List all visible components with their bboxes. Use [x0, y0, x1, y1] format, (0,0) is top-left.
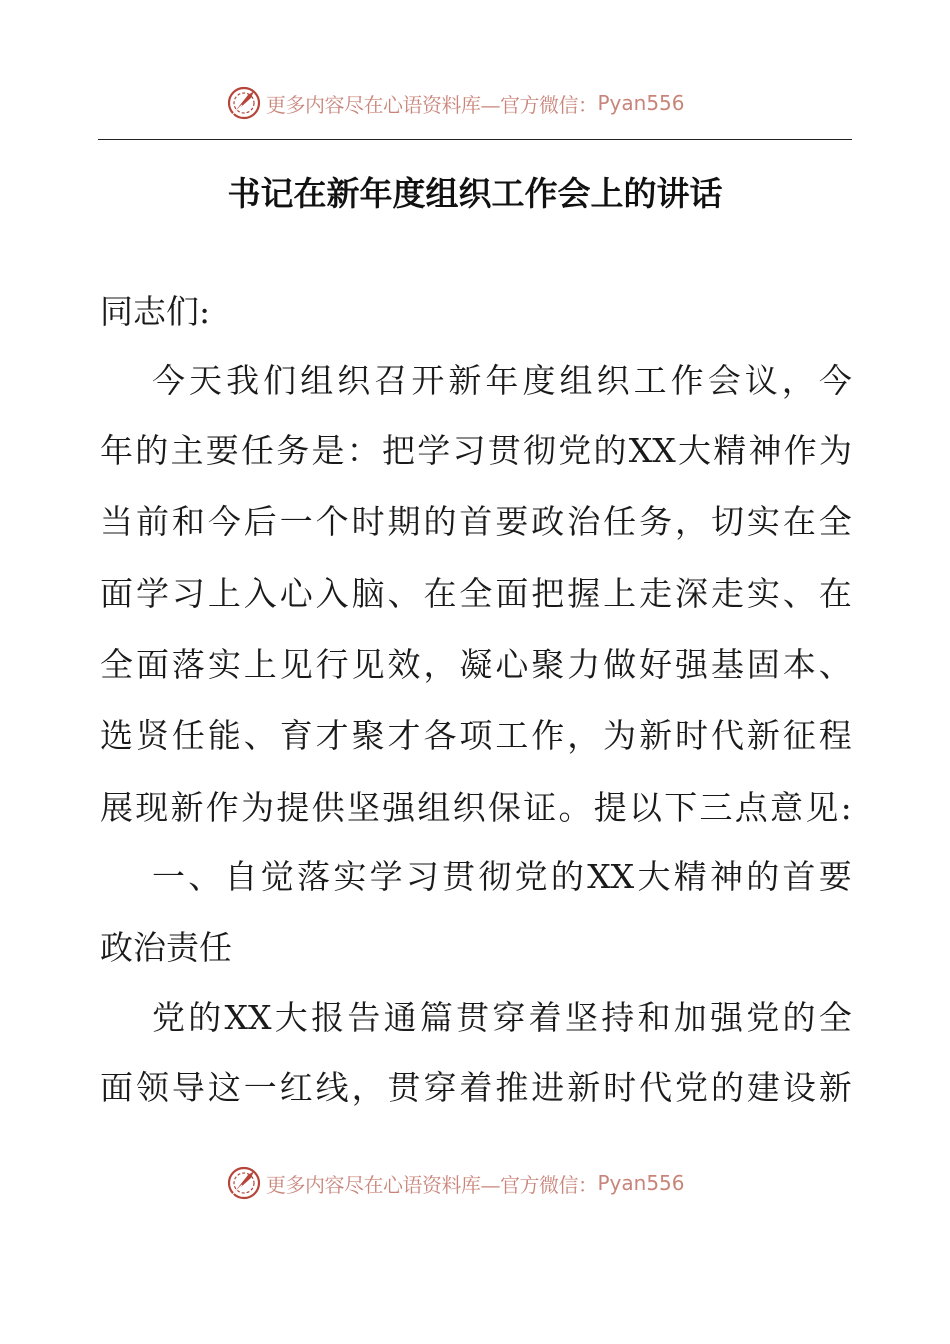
glyph: 实 [333, 857, 367, 896]
glyph: 任 [241, 431, 274, 470]
glyph: 全 [100, 645, 133, 684]
glyph: 党 [558, 431, 592, 470]
glyph: 学 [417, 431, 451, 470]
glyph: 心 [279, 574, 313, 613]
glyph: 精 [673, 857, 707, 896]
glyph: 习 [452, 431, 486, 470]
watermark-text: 更多内容尽在心语资料库—官方微信： [266, 1172, 598, 1197]
glyph: 提 [276, 788, 310, 827]
glyph: 的 [593, 431, 627, 470]
glyph: 全 [818, 502, 852, 541]
glyph: 彻 [523, 431, 556, 470]
glyph: 党 [514, 857, 548, 896]
glyph: XX [224, 998, 272, 1037]
glyph: 选 [100, 716, 133, 755]
glyph: 证 [523, 788, 557, 827]
glyph: 彻 [478, 857, 512, 896]
glyph: 任 [171, 716, 205, 755]
glyph: 首 [782, 857, 816, 896]
glyph: 上 [243, 645, 277, 684]
glyph: 觉 [260, 857, 294, 896]
glyph: 穿 [423, 1068, 457, 1107]
glyph: 和 [171, 502, 205, 541]
glyph: 入 [243, 574, 277, 613]
glyph: 贯 [456, 998, 490, 1037]
glyph: 神 [748, 431, 782, 470]
watermark-wechat-id: Pyan556 [597, 91, 685, 115]
glyph: 织 [337, 361, 371, 400]
glyph: ， [423, 645, 457, 684]
glyph: 着 [528, 998, 562, 1037]
glyph: 前 [135, 502, 169, 541]
glyph: 和 [637, 998, 671, 1037]
glyph: 才 [315, 716, 349, 755]
header-watermark [226, 83, 685, 123]
body-line [100, 778, 852, 838]
glyph: 织 [452, 788, 486, 827]
glyph: 务 [276, 431, 310, 470]
glyph: 务 [639, 502, 673, 541]
glyph: 的 [423, 502, 457, 541]
glyph: 深 [675, 574, 708, 613]
glyph: 落 [171, 645, 205, 684]
glyph: 效 [387, 645, 421, 684]
glyph: 党 [152, 998, 185, 1037]
glyph: 进 [531, 1068, 565, 1107]
glyph: 固 [746, 645, 780, 684]
glyph: 红 [279, 1068, 313, 1107]
glyph: 实 [746, 502, 780, 541]
glyph: 为 [241, 788, 275, 827]
glyph: 工 [495, 716, 529, 755]
glyph: 心 [495, 645, 529, 684]
glyph: 线 [315, 1068, 349, 1107]
glyph: 织 [596, 361, 630, 400]
glyph: 能 [207, 716, 241, 755]
glyph: 为 [603, 716, 637, 755]
glyph: 贯 [487, 431, 521, 470]
glyph: 入 [315, 574, 349, 613]
glyph: 告 [347, 998, 381, 1037]
glyph: 今 [818, 361, 852, 400]
header-divider [98, 139, 852, 140]
glyph: 、 [387, 574, 421, 613]
glyph: 作 [531, 716, 565, 755]
glyph: 新 [746, 716, 780, 755]
glyph: 握 [567, 574, 601, 613]
glyph: 通 [383, 998, 417, 1037]
glyph: 建 [746, 1068, 780, 1107]
glyph: 年 [100, 431, 133, 470]
glyph: 首 [459, 502, 493, 541]
glyph: 开 [411, 361, 445, 400]
glyph: 、 [782, 574, 816, 613]
body-line [100, 706, 852, 766]
glyph: ， [567, 716, 601, 755]
glyph: 、 [243, 716, 277, 755]
glyph: 面 [100, 1068, 133, 1107]
glyph: 我 [226, 361, 260, 400]
glyph: 习 [171, 574, 205, 613]
glyph: 习 [405, 857, 439, 896]
glyph: 全 [818, 998, 852, 1037]
glyph: 现 [135, 788, 169, 827]
glyph: 组 [559, 361, 593, 400]
glyph: 把 [382, 431, 415, 470]
glyph: 加 [673, 998, 707, 1037]
glyph: 作 [783, 431, 817, 470]
glyph: 要 [205, 431, 239, 470]
glyph: 展 [100, 788, 133, 827]
glyph: 代 [639, 1068, 673, 1107]
watermark-wechat-id: Pyan556 [597, 1171, 685, 1195]
glyph: 这 [207, 1068, 241, 1107]
glyph: 穿 [492, 998, 526, 1037]
glyph: 下 [664, 788, 698, 827]
glyph: 上 [603, 574, 637, 613]
quill-logo-icon [226, 85, 262, 121]
glyph: 面 [495, 574, 529, 613]
glyph: 时 [675, 716, 708, 755]
glyph: 新 [567, 1068, 601, 1107]
body-line [152, 351, 852, 411]
watermark-text: 更多内容尽在心语资料库—官方微信： [266, 92, 598, 117]
glyph: 神 [709, 857, 743, 896]
glyph: 议 [744, 361, 778, 400]
glyph: 自 [224, 857, 258, 896]
glyph: 在 [423, 574, 457, 613]
glyph: 落 [297, 857, 331, 896]
glyph: 实 [207, 645, 241, 684]
glyph: 育 [279, 716, 313, 755]
glyph: 见 [279, 645, 313, 684]
glyph: 党 [675, 1068, 708, 1107]
glyph: 全 [459, 574, 493, 613]
glyph: 要 [818, 857, 852, 896]
glyph: 提 [593, 788, 627, 827]
glyph: 聚 [351, 716, 385, 755]
glyph: 篇 [419, 998, 453, 1037]
glyph: 的 [188, 998, 222, 1037]
glyph: 点 [734, 788, 768, 827]
glyph: 强 [709, 998, 743, 1037]
glyph: 意 [770, 788, 804, 827]
glyph: 年 [485, 361, 519, 400]
glyph: 领 [135, 1068, 169, 1107]
section-heading-line: 政治责任 [100, 928, 232, 967]
glyph: 后 [243, 502, 277, 541]
glyph: 新 [170, 788, 204, 827]
glyph: 聚 [531, 645, 565, 684]
glyph: 程 [818, 716, 852, 755]
glyph: 会 [707, 361, 741, 400]
glyph: 一 [279, 502, 313, 541]
document-title: 书记在新年度组织工作会上的讲话 [227, 174, 723, 213]
footer-watermark [226, 1163, 685, 1203]
glyph: 面 [100, 574, 133, 613]
glyph: 度 [522, 361, 556, 400]
glyph: : [840, 788, 852, 827]
glyph: 坚 [564, 998, 598, 1037]
glyph: 要 [495, 502, 529, 541]
glyph: 召 [374, 361, 408, 400]
glyph: 治 [567, 502, 601, 541]
glyph: 凝 [459, 645, 493, 684]
glyph: 个 [315, 502, 349, 541]
glyph: 持 [601, 998, 635, 1037]
glyph: 的 [782, 998, 816, 1037]
body-line [100, 635, 852, 695]
glyph: 着 [459, 1068, 493, 1107]
glyph: 本 [782, 645, 816, 684]
glyph: 代 [710, 716, 744, 755]
glyph: 、 [818, 645, 852, 684]
glyph: 设 [782, 1068, 816, 1107]
glyph: 切 [710, 502, 744, 541]
glyph: 新 [818, 1068, 852, 1107]
glyph: 三 [699, 788, 733, 827]
glyph: XX [587, 857, 635, 896]
glyph: 脑 [351, 574, 385, 613]
glyph: ， [781, 361, 815, 400]
glyph: 时 [351, 502, 385, 541]
glyph: 主 [170, 431, 204, 470]
glyph: 贤 [135, 716, 169, 755]
body-line [100, 421, 852, 481]
glyph: 基 [710, 645, 744, 684]
glyph: 时 [603, 1068, 637, 1107]
body-line [152, 988, 852, 1048]
glyph: XX [628, 431, 676, 470]
glyph: ， [351, 1068, 385, 1107]
glyph: 。 [558, 788, 592, 827]
glyph: 、 [188, 857, 222, 896]
glyph: 上 [207, 574, 241, 613]
glyph: 走 [639, 574, 673, 613]
glyph: 推 [495, 1068, 529, 1107]
glyph: 见 [805, 788, 839, 827]
glyph: 党 [746, 998, 780, 1037]
glyph: 今 [152, 361, 185, 400]
glyph: 在 [818, 574, 852, 613]
glyph: 好 [639, 645, 673, 684]
glyph: 保 [487, 788, 521, 827]
glyph: 期 [387, 502, 421, 541]
glyph: 是 [311, 431, 345, 470]
glyph: 强 [675, 645, 708, 684]
glyph: 大 [678, 431, 711, 470]
glyph: 组 [300, 361, 334, 400]
glyph: 作 [205, 788, 239, 827]
glyph: 见 [351, 645, 385, 684]
glyph: 做 [603, 645, 637, 684]
glyph: ， [675, 502, 708, 541]
glyph: 学 [369, 857, 403, 896]
glyph: 导 [171, 1068, 205, 1107]
salutation-line: 同志们: [100, 292, 211, 331]
glyph: 作 [670, 361, 704, 400]
glyph: 为 [819, 431, 852, 470]
glyph: 各 [423, 716, 457, 755]
section-heading-line [152, 847, 852, 907]
glyph: 供 [311, 788, 345, 827]
glyph: 大 [637, 857, 671, 896]
glyph: 才 [387, 716, 421, 755]
glyph: 以 [628, 788, 662, 827]
glyph: 们 [263, 361, 297, 400]
glyph: 今 [207, 502, 241, 541]
glyph: 学 [135, 574, 169, 613]
glyph: 新 [639, 716, 673, 755]
quill-logo-icon [226, 1165, 262, 1201]
glyph: 新 [448, 361, 482, 400]
glyph: 的 [710, 1068, 744, 1107]
glyph: 在 [782, 502, 816, 541]
glyph: 力 [567, 645, 601, 684]
glyph: 实 [746, 574, 780, 613]
glyph: ： [346, 431, 380, 470]
glyph: 一 [243, 1068, 277, 1107]
glyph: 天 [189, 361, 223, 400]
glyph: 政 [531, 502, 565, 541]
glyph: 任 [603, 502, 637, 541]
glyph: 一 [152, 857, 185, 896]
glyph: 面 [135, 645, 169, 684]
glyph: 行 [315, 645, 349, 684]
glyph: 报 [311, 998, 345, 1037]
glyph: 把 [531, 574, 565, 613]
glyph: 贯 [387, 1068, 421, 1107]
body-line [100, 564, 852, 624]
glyph: 的 [135, 431, 169, 470]
glyph: 强 [382, 788, 416, 827]
glyph: 的 [746, 857, 780, 896]
body-line [100, 492, 852, 552]
glyph: 坚 [346, 788, 380, 827]
glyph: 的 [550, 857, 584, 896]
glyph: 当 [100, 502, 133, 541]
glyph: 精 [713, 431, 747, 470]
glyph: 大 [274, 998, 308, 1037]
glyph: 贯 [442, 857, 476, 896]
glyph: 组 [417, 788, 451, 827]
glyph: 走 [710, 574, 744, 613]
glyph: 项 [459, 716, 493, 755]
glyph: 工 [633, 361, 667, 400]
body-line [100, 1058, 852, 1118]
glyph: 征 [782, 716, 816, 755]
